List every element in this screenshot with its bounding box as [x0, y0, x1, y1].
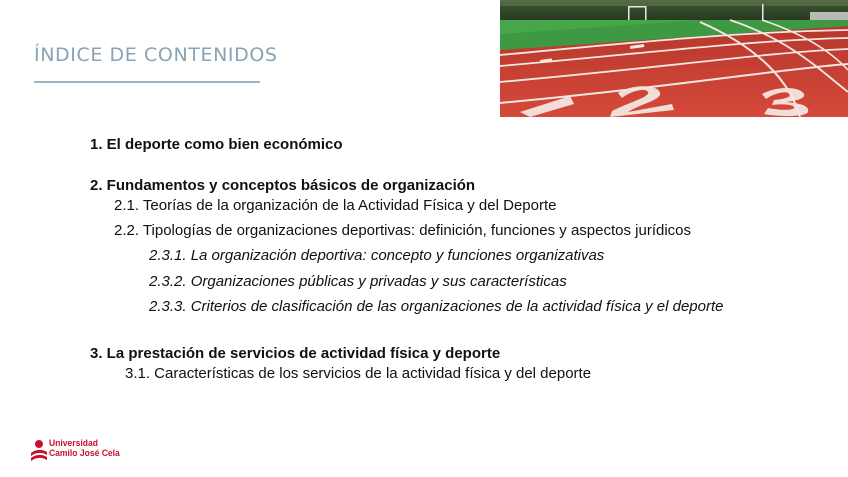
toc-item-2-3-1: 2.3.1. La organización deportiva: concepto y funciones organizativas — [149, 247, 605, 264]
toc-item-2-1: 2.1. Teorías de la organización de la Actividad Física y del Deporte — [114, 197, 557, 214]
toc-item-2-3-2: 2.3.2. Organizaciones públicas y privadas y sus características — [149, 273, 567, 290]
university-logo — [30, 437, 130, 463]
toc-item-2-2: 2.2. Tipologías de organizaciones deportivas: definición, funciones y aspectos jurídicos — [114, 222, 692, 239]
toc-item-2: 2. Fundamentos y conceptos básicos de organización — [90, 177, 476, 194]
logo-line-1: Universidad — [49, 438, 98, 449]
logo-mark-icon — [30, 439, 48, 461]
toc-item-3-1: 3.1. Características de los servicios de la actividad física y del deporte — [125, 365, 592, 382]
toc-item-3: 3. La prestación de servicios de actividad física y deporte — [90, 345, 501, 362]
logo-line-2: Camilo José Cela — [49, 448, 120, 459]
toc-item-2-3-3: 2.3.3. Criterios de clasificación de las organizaciones de la actividad física y el deporte — [149, 298, 724, 315]
toc-item-1: 1. El deporte como bien económico — [90, 136, 343, 153]
slide-title: ÍNDICE DE CONTENIDOS — [34, 44, 278, 66]
